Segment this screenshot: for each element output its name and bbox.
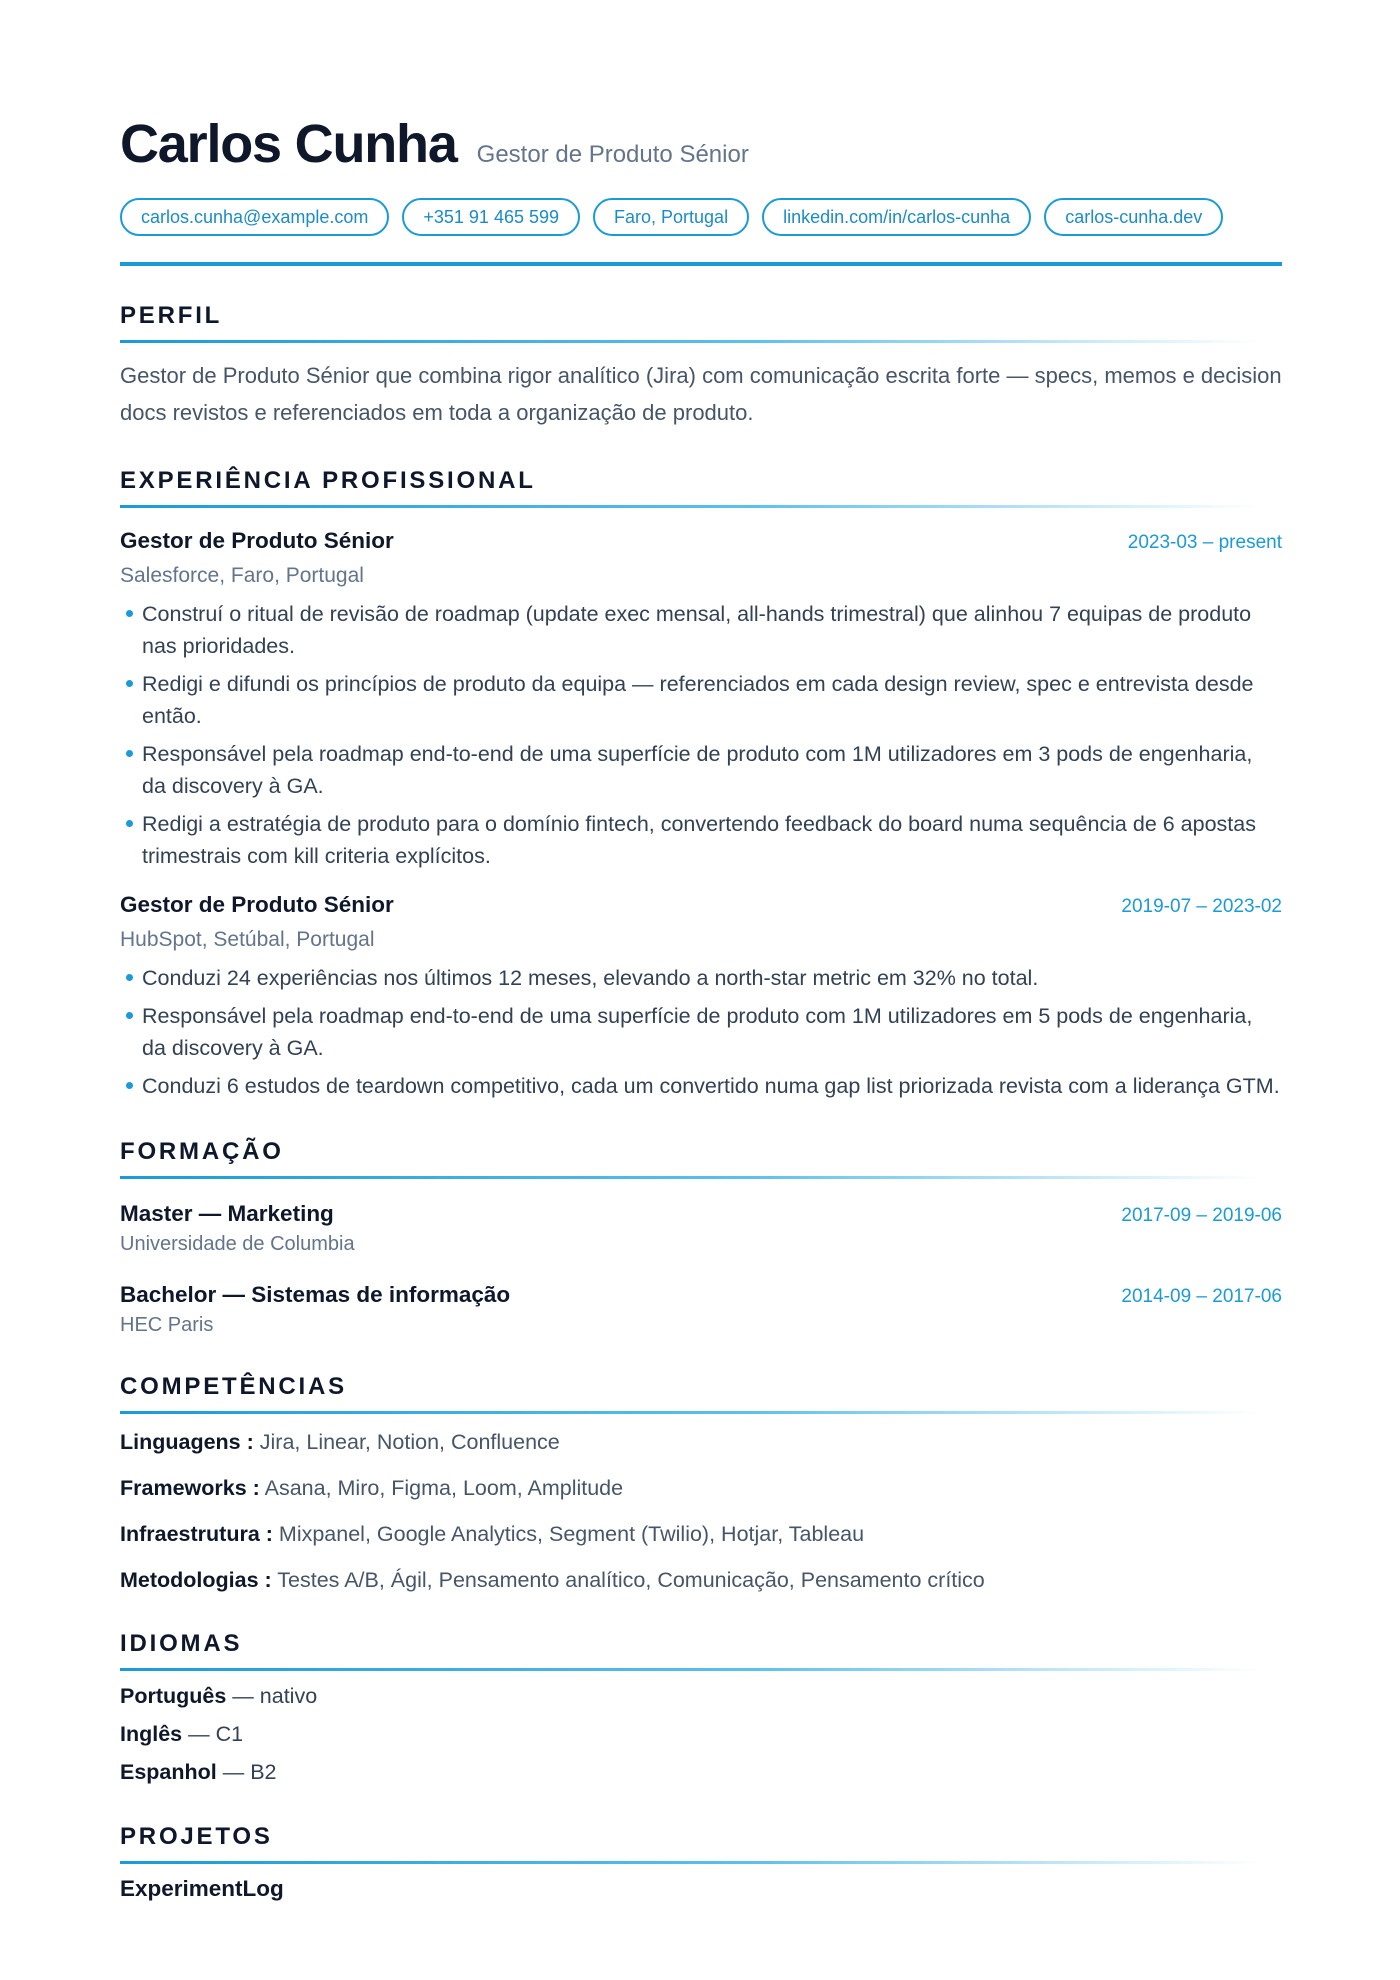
language-name: Espanhol [120, 1760, 217, 1784]
section-divider [120, 340, 1260, 343]
skill-row [120, 1428, 1282, 1456]
section-divider [120, 1668, 1260, 1671]
bullet-dot-icon [126, 610, 133, 617]
contact-phone[interactable]: +351 91 465 599 [402, 198, 580, 236]
contact-linkedin[interactable]: linkedin.com/in/carlos-cunha [762, 198, 1031, 236]
contact-list [120, 198, 1282, 266]
skill-value: Asana, Miro, Figma, Loom, Amplitude [264, 1476, 624, 1500]
language-item: Inglês — C1 [120, 1722, 244, 1746]
bullet-item: Construí o ritual de revisão de roadmap (update exec mensal, all-hands trimestral) que alinhou 7 equipas de produto nas prioridades. [120, 598, 1282, 662]
bullet-item: Redigi e difundi os princípios de produto da equipa — referenciados em cada design review, spec e entrevista desde então. [120, 668, 1282, 732]
contact-website[interactable]: carlos-cunha.dev [1044, 198, 1223, 236]
job-bullets [120, 598, 1282, 872]
profile-text: Gestor de Produto Sénior que combina rigor analítico (Jira) com comunicação escrita forte — specs, memos e decision docs revistos e referenciados em toda a organização de produto. [120, 363, 1282, 425]
bullet-item: Conduzi 6 estudos de teardown competitivo, cada um convertido numa gap list priorizada revista com a liderança GTM. [120, 1070, 1282, 1102]
projects-section [120, 1823, 1282, 1902]
candidate-name: Carlos Cunha [120, 114, 457, 174]
language-name: Inglês [120, 1722, 183, 1746]
skill-value: Testes A/B, Ágil, Pensamento analítico, Comunicação, Pensamento crítico [277, 1568, 985, 1592]
section-title: IDIOMAS [120, 1630, 243, 1657]
section-divider [120, 505, 1260, 508]
education-degree: Master — Marketing [120, 1201, 334, 1226]
education-degree: Bachelor — Sistemas de informação [120, 1282, 511, 1307]
skill-label: Linguagens : [120, 1430, 254, 1454]
education-entry [120, 1282, 1282, 1337]
job-role: Gestor de Produto Sénior [120, 892, 394, 917]
section-title: PROJETOS [120, 1823, 273, 1850]
job-company: Salesforce, Faro, Portugal [120, 564, 364, 587]
skills-section [120, 1373, 1282, 1594]
skill-row [120, 1474, 1282, 1502]
bullet-item: Responsável pela roadmap end-to-end de uma superfície de produto com 1M utilizadores em 3 pods de engenharia, da discovery à GA. [120, 738, 1282, 802]
languages-section [120, 1630, 1282, 1787]
bullet-item: Responsável pela roadmap end-to-end de uma superfície de produto com 1M utilizadores em 5 pods de engenharia, da discovery à GA. [120, 1000, 1282, 1064]
skill-row [120, 1520, 1282, 1548]
experience-section [120, 467, 1282, 1102]
language-level: nativo [259, 1684, 318, 1708]
section-title: PERFIL [120, 302, 223, 329]
job-dates: 2023-03 – present [1127, 532, 1282, 553]
skill-row [120, 1566, 1282, 1594]
skill-label: Frameworks : [120, 1476, 260, 1500]
languages-list [120, 1681, 1282, 1787]
skill-value: Jira, Linear, Notion, Confluence [259, 1430, 560, 1454]
skill-value: Mixpanel, Google Analytics, Segment (Twilio), Hotjar, Tableau [278, 1522, 865, 1546]
bullet-dot-icon [126, 1082, 133, 1089]
education-entry [120, 1201, 1282, 1256]
job-bullets [120, 962, 1282, 1102]
job-dates: 2019-07 – 2023-02 [1121, 896, 1282, 917]
candidate-headline: Gestor de Produto Sénior [476, 141, 749, 168]
education-section [120, 1138, 1282, 1337]
project-name: ExperimentLog [120, 1876, 284, 1901]
section-title: EXPERIÊNCIA PROFISSIONAL [120, 467, 536, 494]
skill-label: Metodologias : [120, 1568, 272, 1592]
education-school: Universidade de Columbia [120, 1233, 355, 1255]
job-company: HubSpot, Setúbal, Portugal [120, 928, 375, 951]
bullet-dot-icon [126, 750, 133, 757]
skills-list [120, 1428, 1282, 1594]
section-divider [120, 1176, 1260, 1179]
language-item: Espanhol — B2 [120, 1760, 277, 1784]
bullet-item: Conduzi 24 experiências nos últimos 12 meses, elevando a north-star metric em 32% no total. [120, 962, 1282, 994]
section-divider [120, 1861, 1260, 1864]
bullet-item: Redigi a estratégia de produto para o domínio fintech, convertendo feedback do board numa sequência de 6 apostas trimestrais com kill criteria explícitos. [120, 808, 1282, 872]
bullet-dot-icon [126, 820, 133, 827]
bullet-dot-icon [126, 680, 133, 687]
language-item: Português — nativo [120, 1684, 318, 1708]
job-entry [120, 528, 1282, 872]
contact-location: Faro, Portugal [593, 198, 749, 236]
job-role: Gestor de Produto Sénior [120, 528, 394, 553]
education-school: HEC Paris [120, 1314, 214, 1336]
contact-email[interactable]: carlos.cunha@example.com [120, 198, 389, 236]
job-entry [120, 892, 1282, 1102]
bullet-dot-icon [126, 974, 133, 981]
skill-label: Infraestrutura : [120, 1522, 273, 1546]
section-title: FORMAÇÃO [120, 1138, 284, 1165]
language-level: B2 [250, 1760, 277, 1784]
education-dates: 2014-09 – 2017-06 [1121, 1286, 1282, 1307]
resume-header [120, 0, 1282, 176]
profile-section [120, 302, 1282, 431]
language-name: Português [120, 1684, 227, 1708]
bullet-dot-icon [126, 1012, 133, 1019]
language-level: C1 [215, 1722, 244, 1746]
education-dates: 2017-09 – 2019-06 [1121, 1205, 1282, 1226]
resume-page [120, 0, 1282, 1902]
section-title: COMPETÊNCIAS [120, 1373, 347, 1400]
section-divider [120, 1411, 1260, 1414]
